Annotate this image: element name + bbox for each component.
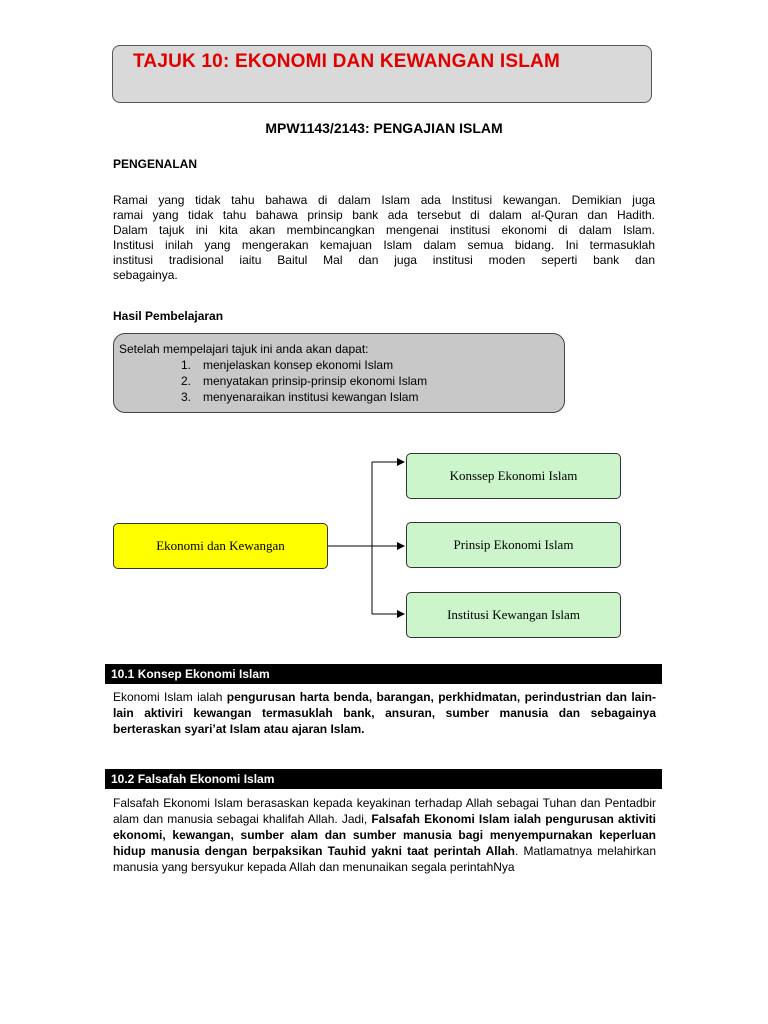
intro-line: institusi tradisional iaitu Baitul Mal dan juga institusi moden seperti bank dan	[113, 253, 655, 267]
diagram-node-prinsip: Prinsip Ekonomi Islam	[406, 522, 621, 568]
intro-line: Dalam tajuk ini kita akan membincangkan mengenai institusi ekonomi di dalam Islam.	[113, 223, 655, 237]
intro-line: sebagainya.	[113, 268, 178, 282]
intro-line: Institusi inilah yang mengerakan kemajuan Islam dalam semua bidang. Ini termasuklah	[113, 238, 655, 252]
section-2-paragraph	[113, 795, 656, 875]
course-code: MPW1143/2143: PENGAJIAN ISLAM	[265, 120, 503, 136]
list-text: menyatakan prinsip-prinsip ekonomi Islam	[203, 374, 428, 388]
list-text: menyenaraikan institusi kewangan Islam	[203, 390, 419, 404]
section-1-text: Ekonomi Islam ialah	[113, 690, 227, 704]
section-2-definition: Falsafah Ekonomi Islam ialah pengurusan aktiviti ekonomi, kewangan, sumber alam dan sumber manusia bagi menyempurnakan keperluan hidup manusia dengan berpaksikan Tauhid yakni taat perintah Allah	[113, 812, 656, 858]
diagram-node-root: Ekonomi dan Kewangan	[113, 523, 328, 569]
diagram-node-konsep: Konssep Ekonomi Islam	[406, 453, 621, 499]
section-2-text: Falsafah Ekonomi Islam berasaskan kepada keyakinan terhadap Allah sebagai Tuhan dan Pentadbir alam dan manusia sebagai khalifah Allah. Jadi,	[113, 796, 656, 826]
intro-line: Ramai yang tidak tahu bahawa di dalam Islam ada Institusi kewangan. Demikian juga	[113, 193, 655, 207]
intro-heading: PENGENALAN	[113, 157, 198, 171]
section-2-text-end: . Matlamatnya melahirkan manusia yang bersyukur kepada Allah dan menunaikan segala perintahNya	[113, 844, 656, 874]
list-number: 2.	[181, 374, 192, 388]
section-2-title: 10.2 Falsafah Ekonomi Islam	[105, 769, 662, 789]
section-1-paragraph	[113, 689, 656, 737]
section-1-title: 10.1 Konsep Ekonomi Islam	[105, 664, 662, 684]
diagram-node-institusi: Institusi Kewangan Islam	[406, 592, 621, 638]
page-title: TAJUK 10: EKONOMI DAN KEWANGAN ISLAM	[133, 51, 560, 72]
list-text: menjelaskan konsep ekonomi Islam	[203, 358, 394, 372]
list-number: 1.	[181, 358, 192, 372]
outcomes-intro: Setelah mempelajari tajuk ini anda akan dapat:	[119, 342, 369, 356]
section-1-definition: pengurusan harta benda, barangan, perkhidmatan, perindustrian dan lain-lain aktiviri kewangan termasuklah bank, ansuran, sumber manusia dan sebagainya berteraskan syari’at Islam atau ajaran Islam.	[113, 690, 656, 736]
intro-line: ramai yang tidak tahu bahawa prinsip bank ada tersebut di dalam al-Quran dan Hadith.	[113, 208, 655, 222]
outcomes-heading: Hasil Pembelajaran	[113, 309, 224, 323]
list-number: 3.	[181, 390, 192, 404]
